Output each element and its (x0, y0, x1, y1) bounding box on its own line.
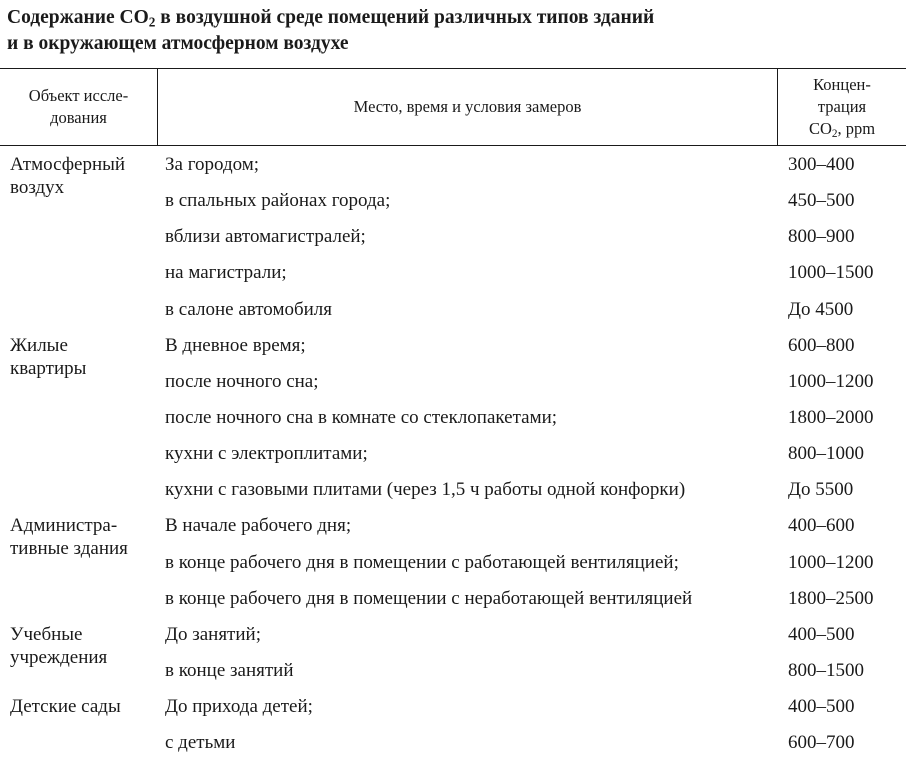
conc-unit-subscript: 2 (831, 128, 838, 141)
cell-concentration: 400–600 (788, 515, 855, 537)
cell-object: Жилые квартиры (10, 334, 87, 379)
column-header-place-label: Место, время и условия замеров (353, 97, 582, 116)
cell-place: на магистрали; (165, 262, 287, 284)
table-title-line-1 (7, 5, 654, 31)
table-title (7, 5, 654, 57)
table-row (0, 439, 906, 475)
cell-place: в конце занятий (165, 659, 294, 681)
title-subscript: 2 (148, 14, 156, 30)
table-header-rule (0, 145, 906, 146)
table-row (0, 584, 906, 620)
table-row (0, 367, 906, 403)
cell-concentration: 600–700 (788, 732, 855, 754)
cell-place: кухни с электроплитами; (165, 443, 368, 465)
cell-concentration: 600–800 (788, 334, 855, 356)
column-header-place (158, 69, 777, 145)
cell-object: Детские сады (10, 696, 121, 718)
cell-concentration: 400–500 (788, 623, 855, 645)
table-row (0, 258, 906, 294)
cell-object: Учебные учреждения (10, 623, 108, 668)
column-header-conc-line: Концен- (813, 75, 871, 94)
table-row (0, 295, 906, 331)
cell-concentration: 1000–1500 (788, 262, 874, 284)
cell-place: в спальных районах города; (165, 190, 391, 212)
table-row (0, 511, 906, 560)
cell-place: До занятий; (165, 623, 261, 645)
table-row (0, 222, 906, 258)
cell-place: В дневное время; (165, 334, 306, 356)
table-row (0, 150, 906, 198)
cell-concentration: 1000–1200 (788, 551, 874, 573)
column-header-object (0, 69, 157, 145)
cell-concentration: 800–900 (788, 226, 855, 248)
table-row (0, 620, 906, 668)
conc-unit-part: , ppm (837, 119, 876, 138)
conc-unit-part: CO (808, 119, 832, 138)
table-row (0, 692, 906, 728)
table-row (0, 186, 906, 222)
cell-place: в конце рабочего дня в помещении с неработающей вентиляцией (165, 587, 693, 609)
cell-place: после ночного сна; (165, 370, 319, 392)
table-body (0, 150, 906, 764)
table-row (0, 331, 906, 379)
table-row (0, 475, 906, 511)
cell-place: В начале рабочего дня; (165, 515, 352, 537)
table-row (0, 656, 906, 692)
column-header-conc-line (809, 118, 875, 140)
table-row (0, 548, 906, 584)
cell-place: в конце рабочего дня в помещении с работающей вентиляцией; (165, 551, 679, 573)
cell-concentration: 800–1000 (788, 443, 864, 465)
cell-place: с детьми (165, 732, 236, 754)
cell-concentration: 1000–1200 (788, 370, 874, 392)
table-title-line-2: и в окружающем атмосферном воздухе (7, 33, 349, 54)
title-text-part: в воздушной среде помещений различных типов зданий (155, 7, 655, 28)
cell-place: До прихода детей; (165, 696, 313, 718)
cell-object: Администра- тивные здания (10, 515, 128, 560)
column-header-object-line: Объект иссле- (28, 86, 129, 105)
title-text-part: Содержание CO (7, 7, 149, 28)
column-header-concentration (778, 69, 906, 145)
table-row (0, 728, 906, 764)
cell-concentration: 1800–2000 (788, 406, 874, 428)
cell-concentration: 800–1500 (788, 659, 864, 681)
cell-place: вблизи автомагистралей; (165, 226, 366, 248)
cell-concentration: 400–500 (788, 696, 855, 718)
cell-concentration: 300–400 (788, 154, 855, 175)
cell-concentration: До 5500 (788, 479, 854, 501)
cell-place: после ночного сна в комнате со стеклопакетами; (165, 406, 558, 428)
table-row (0, 403, 906, 439)
cell-concentration: 1800–2500 (788, 587, 874, 609)
cell-concentration: До 4500 (788, 298, 854, 320)
cell-concentration: 450–500 (788, 190, 855, 212)
column-header-conc-line: трация (817, 97, 867, 116)
cell-place: кухни с газовыми плитами (через 1,5 ч работы одной конфорки) (165, 479, 686, 501)
cell-place: в салоне автомобиля (165, 298, 333, 320)
column-header-object-line: дования (50, 108, 107, 127)
cell-place: За городом; (165, 154, 260, 175)
cell-object: Атмосферный воздух (10, 154, 126, 198)
